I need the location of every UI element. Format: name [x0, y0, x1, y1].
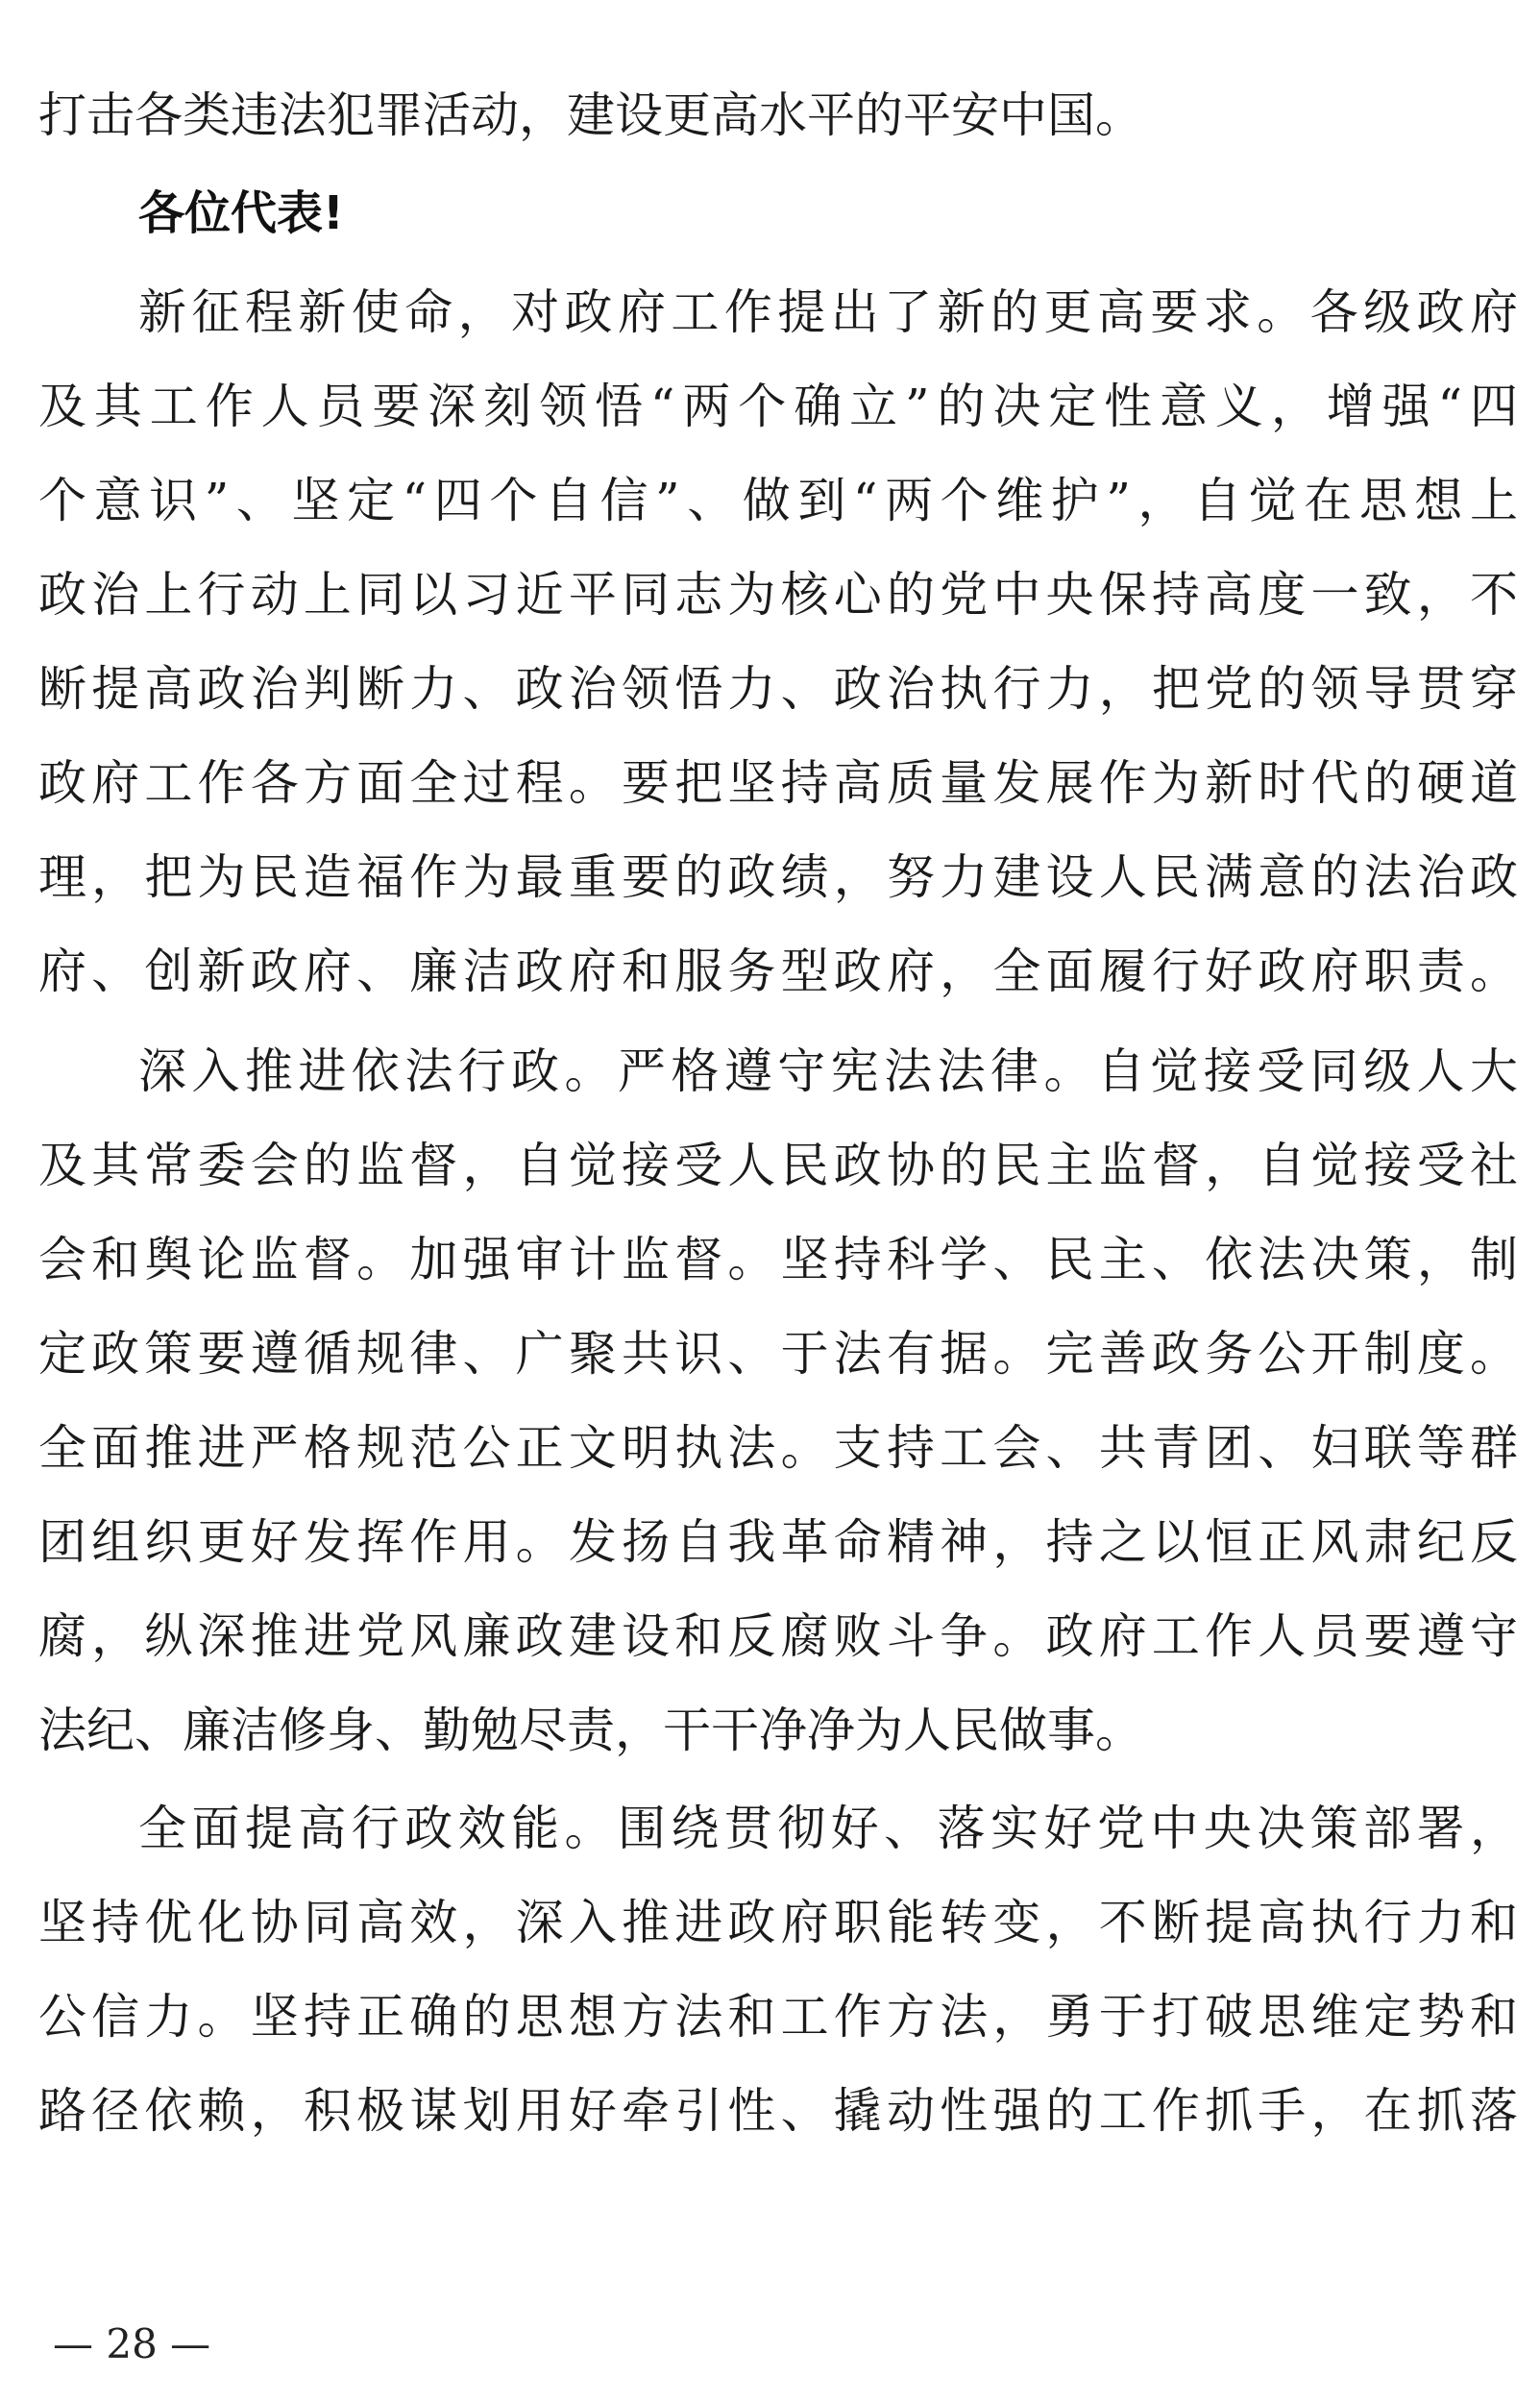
text-line: 会和舆论监督。加强审计监督。坚持科学、民主、依法决策，制	[38, 1232, 1518, 1287]
text-line: 个意识”、坚定“四个自信”、做到“两个维护”，自觉在思想上	[38, 473, 1518, 528]
text-line: 团组织更好发挥作用。发扬自我革命精神，持之以恒正风肃纪反	[38, 1514, 1518, 1570]
text-line: 腐，纵深推进党风廉政建设和反腐败斗争。政府工作人员要遵守	[38, 1608, 1518, 1664]
text-line: 法纪、廉洁修身、勤勉尽责，干干净净为人民做事。	[38, 1703, 1143, 1758]
text-line: 定政策要遵循规律、广聚共识、于法有据。完善政务公开制度。	[38, 1326, 1518, 1382]
text-line: 府、创新政府、廉洁政府和服务型政府，全面履行好政府职责。	[38, 944, 1518, 999]
text-line: 深入推进依法行政。严格遵守宪法法律。自觉接受同级人大	[138, 1043, 1518, 1099]
page-number: — 28 —	[53, 2320, 211, 2367]
text-line: 公信力。坚持正确的思想方法和工作方法，勇于打破思维定势和	[38, 1989, 1518, 2045]
text-line: 断提高政治判断力、政治领悟力、政治执行力，把党的领导贯穿	[38, 661, 1518, 717]
text-line: 打击各类违法犯罪活动，建设更高水平的平安中国。	[38, 87, 1143, 143]
text-line: 路径依赖，积极谋划用好牵引性、撬动性强的工作抓手，在抓落	[38, 2083, 1518, 2139]
text-line: 及其常委会的监督，自觉接受人民政协的民主监督，自觉接受社	[38, 1138, 1518, 1193]
text-line: 政治上行动上同以习近平同志为核心的党中央保持高度一致，不	[38, 567, 1518, 623]
text-line: 新征程新使命，对政府工作提出了新的更高要求。各级政府	[138, 284, 1518, 340]
section-heading: 各位代表!	[138, 186, 344, 240]
text-line: 理，把为民造福作为最重要的政绩，努力建设人民满意的法治政	[38, 849, 1518, 905]
text-line: 及其工作人员要深刻领悟“两个确立”的决定性意义，增强“四	[38, 379, 1518, 434]
text-line: 全面提高行政效能。围绕贯彻好、落实好党中央决策部署，	[138, 1801, 1518, 1856]
text-line: 政府工作各方面全过程。要把坚持高质量发展作为新时代的硬道	[38, 755, 1518, 811]
text-line: 全面推进严格规范公正文明执法。支持工会、共青团、妇联等群	[38, 1420, 1518, 1476]
text-line: 坚持优化协同高效，深入推进政府职能转变，不断提高执行力和	[38, 1895, 1518, 1950]
